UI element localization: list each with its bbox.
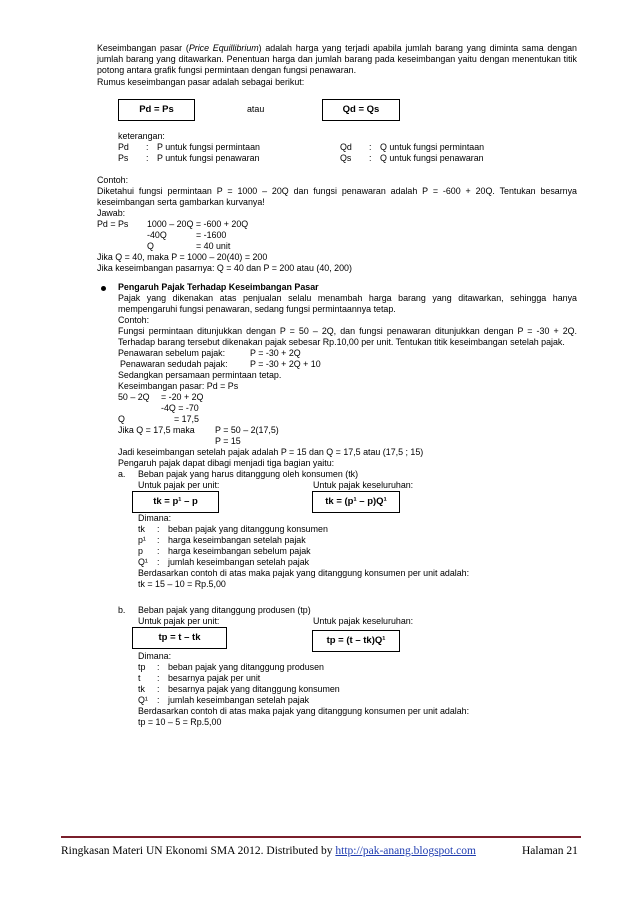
term: Ps [118, 153, 129, 163]
contoh-problem: Diketahui fungsi permintaan P = 1000 – 20Q dan fungsi penawaran adalah P = -600 + 20Q. Tentukan besarnya keseimbangan serta gambarkan kurvanya! [97, 186, 577, 207]
term: p¹ [138, 535, 146, 545]
formula-box-tp-total: tp = (t – tk)Q¹ [312, 630, 400, 652]
pajak-note: Berdasarkan contoh di atas maka pajak yang ditanggung konsumen per unit adalah: [138, 568, 470, 578]
definition: beban pajak yang ditanggung produsen [168, 662, 324, 672]
equation-step: -4Q = -70 [161, 403, 199, 413]
formula-caption: Untuk pajak keseluruhan: [313, 480, 414, 490]
intro-formula-lead: Rumus keseimbangan pasar adalah sebagai berikut: [97, 77, 305, 87]
formula-caption: Untuk pajak per unit: [138, 616, 220, 626]
term: tk [138, 524, 145, 534]
pajak-problem: Fungsi permintaan ditunjukkan dengan P = 50 – 2Q, dan fungsi penawaran ditunjukkan dengan P = -30 + 2Q. Terhadap barang tersebut dikenakan pajak sebesar Rp.10,00 per unit. Tentukan titik keseimbangan setelah pajak. [118, 326, 577, 347]
list-marker: a. [118, 469, 126, 479]
pajak-note: Pengaruh pajak dapat dibagi menjadi tiga bagian yaitu: [118, 458, 335, 468]
equation-step: = 40 unit [196, 241, 231, 251]
list-marker: b. [118, 605, 126, 615]
equation-conclusion: Jika keseimbangan pasarnya: Q = 40 dan P = 200 atau (40, 200) [97, 263, 352, 273]
term: p [138, 546, 143, 556]
definition: jumlah keseimbangan setelah pajak [168, 695, 310, 705]
term: tp [138, 662, 146, 672]
colon: : [157, 546, 160, 556]
definition: beban pajak yang ditanggung konsumen [168, 524, 328, 534]
definition: harga keseimbangan sebelum pajak [168, 546, 311, 556]
formula-caption: Untuk pajak keseluruhan: [313, 616, 414, 626]
intro-paragraph: Keseimbangan pasar (Price Equillibrium) adalah harga yang terjadi apabila jumlah barang yang diminta sama dengan jumlah barang yang ditawarkan. Penentuan harga dan jumlah barang pada keseimbangan yaitu dengan menentukan titik potong antara grafik fungsi permintaan dengan fungsi penawaran. [97, 43, 577, 75]
equation-step: = 17,5 [174, 414, 199, 424]
term: tk [138, 684, 145, 694]
equation-term: 50 – 2Q [118, 392, 150, 402]
colon: : [157, 557, 160, 567]
contoh-label: Contoh: [97, 175, 129, 185]
jawab-label: Jawab: [97, 208, 126, 218]
equation-term: -40Q [147, 230, 167, 240]
subsection-title: Beban pajak yang harus ditanggung oleh konsumen (tk) [138, 469, 359, 479]
footer-link[interactable]: http://pak-anang.blogspot.com [335, 845, 476, 857]
pajak-result: tp = 10 – 5 = Rp.5,00 [138, 717, 222, 727]
equation-step: P = 15 [215, 436, 241, 446]
formula-or: atau [247, 104, 265, 114]
section-heading: Pengaruh Pajak Terhadap Keseimbangan Pasar [118, 282, 319, 292]
pajak-note: Sedangkan persamaan permintaan tetap. [118, 370, 282, 380]
definition: besarnya pajak yang ditanggung konsumen [168, 684, 340, 694]
definition: P untuk fungsi penawaran [157, 153, 260, 163]
term: Q¹ [138, 557, 148, 567]
equation-term: Penawaran sebelum pajak: [118, 348, 226, 358]
pajak-note: Keseimbangan pasar: Pd = Ps [118, 381, 239, 391]
equation-term: Jika Q = 17,5 maka [118, 425, 195, 435]
equation-term: Pd = Ps [97, 219, 129, 229]
colon: : [369, 142, 372, 152]
definition: Q untuk fungsi penawaran [380, 153, 484, 163]
dimana-label: Dimana: [138, 651, 172, 661]
colon: : [157, 662, 160, 672]
formula-box-quantity: Qd = Qs [322, 99, 400, 121]
footer-divider [61, 836, 581, 838]
definition: Q untuk fungsi permintaan [380, 142, 485, 152]
colon: : [157, 684, 160, 694]
definition: jumlah keseimbangan setelah pajak [168, 557, 310, 567]
pajak-paragraph: Pajak yang dikenakan atas penjualan selalu menambah harga barang yang ditawarkan, sehingga hanya mempengaruhi fungsi penawaran, sedang fungsi permintaannya tetap. [118, 293, 577, 314]
term: Pd [118, 142, 129, 152]
colon: : [157, 524, 160, 534]
term: t [138, 673, 141, 683]
formula-box-tp-unit: tp = t – tk [132, 627, 227, 649]
dimana-label: Dimana: [138, 513, 172, 523]
subsection-title: Beban pajak yang ditanggung produsen (tp) [138, 605, 311, 615]
formula-box-price: Pd = Ps [118, 99, 195, 121]
formula-caption: Untuk pajak per unit: [138, 480, 220, 490]
equation-step: = -20 + 2Q [161, 392, 204, 402]
equation-term: Penawaran sedudah pajak: [120, 359, 228, 369]
formula-box-tk-unit: tk = p¹ – p [132, 491, 219, 513]
equation-conclusion: Jika Q = 40, maka P = 1000 – 20(40) = 200 [97, 252, 268, 262]
equation-step: P = -30 + 2Q [250, 348, 301, 358]
pajak-result: tk = 15 – 10 = Rp.5,00 [138, 579, 226, 589]
equation-term: Q [118, 414, 125, 424]
keterangan-label: keterangan: [118, 131, 165, 141]
equation-step: 1000 – 20Q = -600 + 20Q [147, 219, 249, 229]
formula-box-tk-total: tk = (p¹ – p)Q¹ [312, 491, 400, 513]
colon: : [146, 142, 149, 152]
colon: : [369, 153, 372, 163]
pajak-conclusion: Jadi keseimbangan setelah pajak adalah P = 15 dan Q = 17,5 atau (17,5 ; 15) [118, 447, 424, 457]
definition: harga keseimbangan setelah pajak [168, 535, 306, 545]
colon: : [157, 695, 160, 705]
page-number: Halaman 21 [522, 845, 578, 857]
footer-credit: Ringkasan Materi UN Ekonomi SMA 2012. Distributed by [61, 845, 333, 857]
contoh-label: Contoh: [118, 315, 150, 325]
colon: : [146, 153, 149, 163]
equation-term: Q [147, 241, 154, 251]
colon: : [157, 673, 160, 683]
footer-text [61, 845, 476, 857]
term: Qs [340, 153, 352, 163]
pajak-note: Berdasarkan contoh di atas maka pajak yang ditanggung konsumen per unit adalah: [138, 706, 470, 716]
definition: P untuk fungsi permintaan [157, 142, 260, 152]
definition: besarnya pajak per unit [168, 673, 261, 683]
term: Q¹ [138, 695, 148, 705]
equation-step: P = -30 + 2Q + 10 [250, 359, 321, 369]
bullet-icon [101, 286, 106, 291]
term: Qd [340, 142, 352, 152]
equation-step: P = 50 – 2(17,5) [215, 425, 279, 435]
colon: : [157, 535, 160, 545]
equation-step: = -1600 [196, 230, 227, 240]
